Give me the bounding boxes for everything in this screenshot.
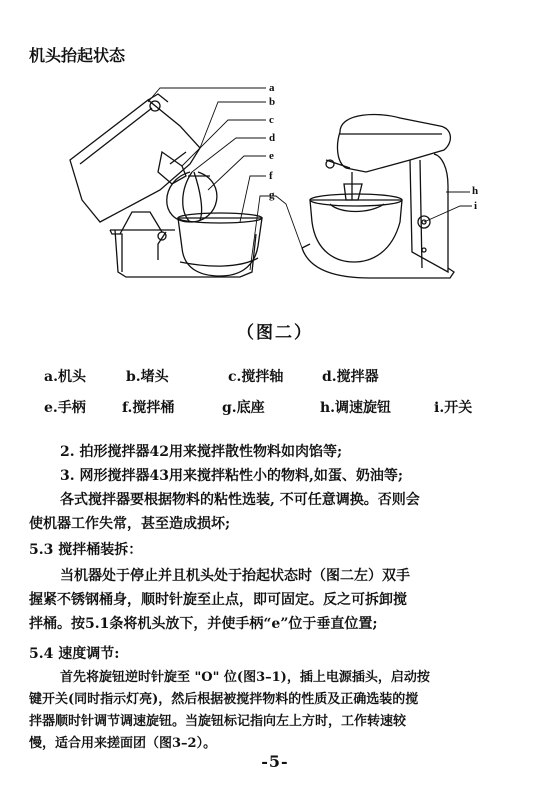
callout-h: h: [472, 185, 479, 197]
callout-a: a: [269, 82, 275, 94]
legend-item-beater: d.搅拌器: [322, 369, 379, 385]
page-number: -5-: [261, 752, 289, 771]
paragraph-warning-line2: 使机器工作失常，甚至造成损坏;: [29, 516, 231, 532]
section-5-3-line2: 握紧不锈钢桶身，顺时针旋至止点，即可固定。反之可拆卸搅: [29, 592, 407, 608]
figure-caption: （图二）: [237, 323, 313, 343]
section-5-4-line4: 慢，适合用来搓面团（图3–2）。: [29, 736, 217, 751]
left-mixer-base: [115, 230, 256, 277]
callout-c: c: [269, 114, 274, 126]
legend-item-switch: i.开关: [434, 400, 473, 416]
right-mixer-switch: [422, 248, 426, 252]
callout-b: b: [269, 96, 276, 108]
legend-item-speed-knob: h.调速旋钮: [320, 400, 392, 416]
page-title: 机头抬起状态: [29, 46, 126, 65]
section-5-3-line1: 当机器处于停止并且机头处于抬起状态时（图二左）双手: [60, 568, 410, 584]
legend-item-base: g.底座: [222, 400, 265, 416]
section-5-3-title: 5.3 搅拌桶装拆：: [29, 542, 143, 558]
right-mixer-bowl: [310, 200, 402, 262]
legend-item-shaft: c.搅拌轴: [228, 369, 284, 385]
legend-row-1: [44, 366, 524, 386]
legend-item-head: a.机头: [44, 369, 86, 385]
paragraph-warning-line1: 各式搅拌器要根据物料的粘性选装, 不可任意调换。否则会: [60, 492, 420, 508]
legend-item-bowl: f.搅拌桶: [122, 400, 175, 416]
right-mixer-head: [338, 115, 451, 172]
mixer-illustration: [40, 72, 530, 304]
callout-f: f: [269, 170, 273, 182]
callout-e: e: [269, 150, 274, 162]
left-mixer-bowl: [178, 218, 262, 276]
section-5-4-line3: 拌器顺时针调节调速旋钮。当旋钮标记指向左上方时，工作转速较: [29, 714, 407, 729]
legend-item-handle: e.手柄: [44, 400, 86, 416]
left-mixer-head: [70, 100, 200, 222]
callout-g: g: [269, 189, 275, 201]
callout-i: i: [474, 200, 478, 212]
paragraph-beater-flat: 2. 拍形搅拌器42用来搅拌散性物料如肉馅等;: [60, 444, 343, 460]
section-5-4-line1: 首先将旋钮逆时针旋至 "O" 位(图3–1)，插上电源插头，启动按: [60, 670, 430, 685]
section-5-4-title: 5.4 速度调节:: [29, 646, 120, 662]
callout-d: d: [269, 132, 276, 144]
mixer-figure: [40, 72, 530, 304]
section-5-3-line3: 拌桶。按5.1条将机头放下，并使手柄“e”位于垂直位置;: [29, 616, 378, 632]
legend-row-2: [44, 397, 524, 417]
section-5-4-line2: 键开关(同时指示灯亮)，然后根据被搅拌物料的性质及正确选装的搅: [29, 692, 419, 707]
legend-item-plug: b.堵头: [126, 369, 169, 385]
paragraph-beater-whisk: 3. 网形搅拌器43用来搅拌粘性小的物料,如蛋、奶油等;: [60, 468, 404, 484]
